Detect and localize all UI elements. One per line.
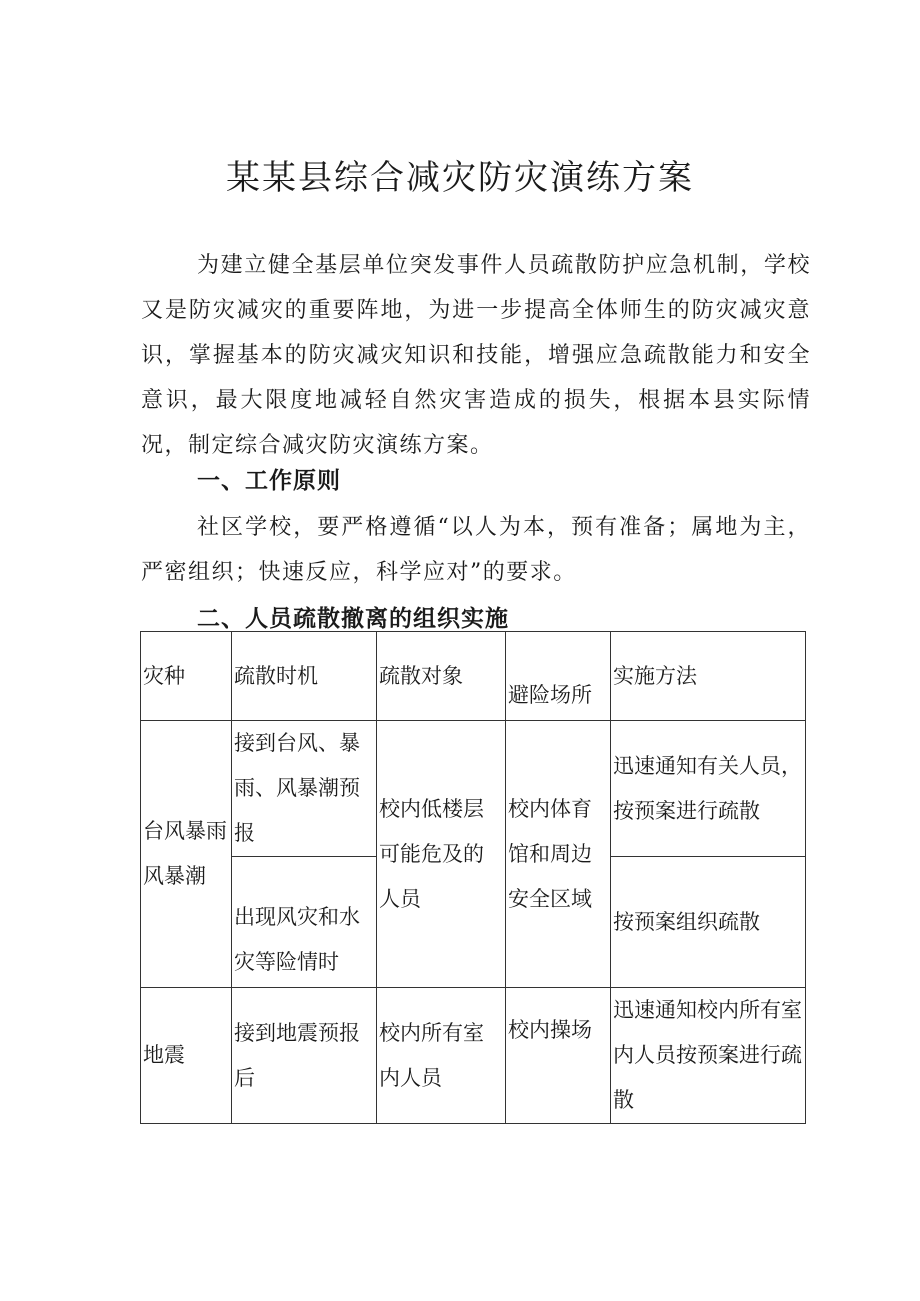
section-heading-principles: 一、工作原则 xyxy=(197,468,341,494)
header-method: 实施方法 xyxy=(611,632,806,721)
cell-earthquake-timing: 接到地震预报后 xyxy=(232,988,377,1124)
header-target: 疏散对象 xyxy=(377,632,506,721)
header-timing: 疏散时机 xyxy=(232,632,377,721)
header-shelter: 避险场所 xyxy=(506,632,611,721)
cell-typhoon-timing-2: 出现风灾和水灾等险情时 xyxy=(232,857,377,988)
cell-typhoon-method-2: 按预案组织疏散 xyxy=(611,857,806,988)
cell-typhoon-target: 校内低楼层可能危及的人员 xyxy=(377,721,506,988)
cell-typhoon-type: 台风暴雨风暴潮 xyxy=(141,721,232,988)
cell-typhoon-timing-1: 接到台风、暴雨、风暴潮预报 xyxy=(232,721,377,857)
evacuation-table xyxy=(140,631,806,1124)
page-title: 某某县综合减灾防灾演练方案 xyxy=(226,158,694,198)
cell-earthquake-place: 校内操场 xyxy=(506,988,611,1124)
cell-earthquake-type: 地震 xyxy=(141,988,232,1124)
cell-typhoon-place: 校内体育馆和周边安全区域 xyxy=(506,721,611,988)
header-disaster-type: 灾种 xyxy=(141,632,232,721)
table-row xyxy=(141,721,806,857)
cell-earthquake-method: 迅速通知校内所有室内人员按预案进行疏散 xyxy=(611,988,806,1124)
intro-paragraph: 为建立健全基层单位突发事件人员疏散防护应急机制，学校又是防灾减灾的重要阵地，为进一步提高全体师生的防灾减灾意识，掌握基本的防灾减灾知识和技能，增强应急疏散能力和安全意识，最大限度地减轻自然灾害造成的损失，根据本县实际情况，制定综合减灾防灾演练方案。 xyxy=(141,253,811,458)
principles-paragraph: 社区学校，要严格遵循“以人为本，预有准备；属地为主，严密组织；快速反应，科学应对”的要求。 xyxy=(141,515,811,585)
cell-earthquake-target: 校内所有室内人员 xyxy=(377,988,506,1124)
cell-typhoon-method-1: 迅速通知有关人员，按预案进行疏散 xyxy=(611,721,806,857)
table-row xyxy=(141,988,806,1124)
table-header-row xyxy=(141,632,806,721)
section-heading-evacuation: 二、人员疏散撤离的组织实施 xyxy=(197,606,509,632)
